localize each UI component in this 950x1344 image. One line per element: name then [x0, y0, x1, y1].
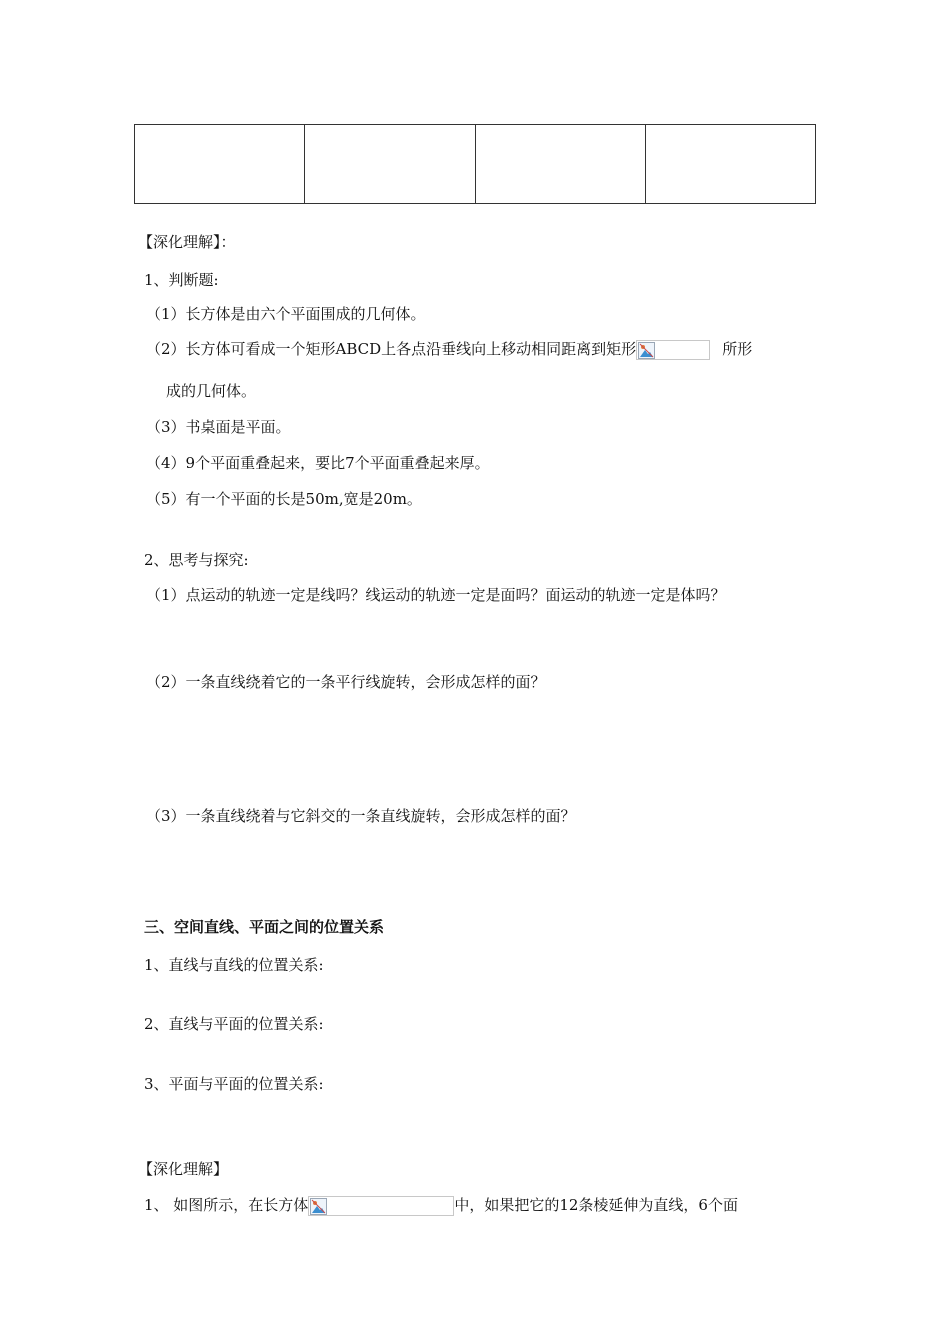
- q1-item-2-cont: 成的几何体。: [166, 382, 257, 400]
- blank-table: [134, 124, 816, 204]
- q1-item-5: （5）有一个平面的长是50m,宽是20m。: [146, 490, 422, 508]
- q1-item-4: （4）9个平面重叠起来，要比7个平面重叠起来厚。: [146, 454, 490, 472]
- q1-item-2-text: （2）长方体可看成一个矩形ABCD上各点沿垂线向上移动相同距离到矩形: [146, 340, 637, 358]
- table-cell: [135, 125, 305, 204]
- section3-item-3: 3、平面与平面的位置关系:: [144, 1075, 324, 1093]
- table-cell: [305, 125, 475, 204]
- q1-item-1: （1）长方体是由六个平面围成的几何体。: [146, 305, 426, 323]
- section3-heading: 三、空间直线、平面之间的位置关系: [144, 918, 385, 936]
- section4-q1-after: 中，如果把它的12条棱延伸为直线，6个面: [454, 1196, 738, 1214]
- table-cell: [475, 125, 645, 204]
- section3-item-2: 2、直线与平面的位置关系:: [144, 1015, 324, 1033]
- broken-image-icon: [308, 1196, 454, 1216]
- broken-image-glyph: [638, 342, 655, 359]
- q1-item-3: （3）书桌面是平面。: [146, 418, 291, 436]
- section4-q1: [144, 1195, 738, 1216]
- table-cell: [645, 125, 815, 204]
- table-row: [135, 125, 816, 204]
- q1-title: 1、判断题:: [144, 271, 219, 289]
- broken-image-glyph: [310, 1198, 327, 1215]
- q2-item-1: （1）点运动的轨迹一定是线吗？线运动的轨迹一定是面吗？面运动的轨迹一定是体吗？: [146, 586, 726, 604]
- section4-q1-before: 1、 如图所示，在长方体: [144, 1196, 309, 1214]
- q2-item-3: （3）一条直线绕着与它斜交的一条直线旋转，会形成怎样的面？: [146, 807, 576, 825]
- q1-item-2-tail: 所形: [722, 340, 753, 358]
- deepen-heading-2: 【深化理解】: [138, 1160, 229, 1178]
- q2-item-2: （2）一条直线绕着它的一条平行线旋转，会形成怎样的面？: [146, 673, 546, 691]
- deepen-heading-1: 【深化理解】：: [138, 233, 236, 251]
- section3-item-1: 1、直线与直线的位置关系:: [144, 956, 324, 974]
- broken-image-icon: [636, 340, 710, 360]
- q1-item-2: [146, 339, 752, 360]
- q2-title: 2、思考与探究:: [144, 551, 249, 569]
